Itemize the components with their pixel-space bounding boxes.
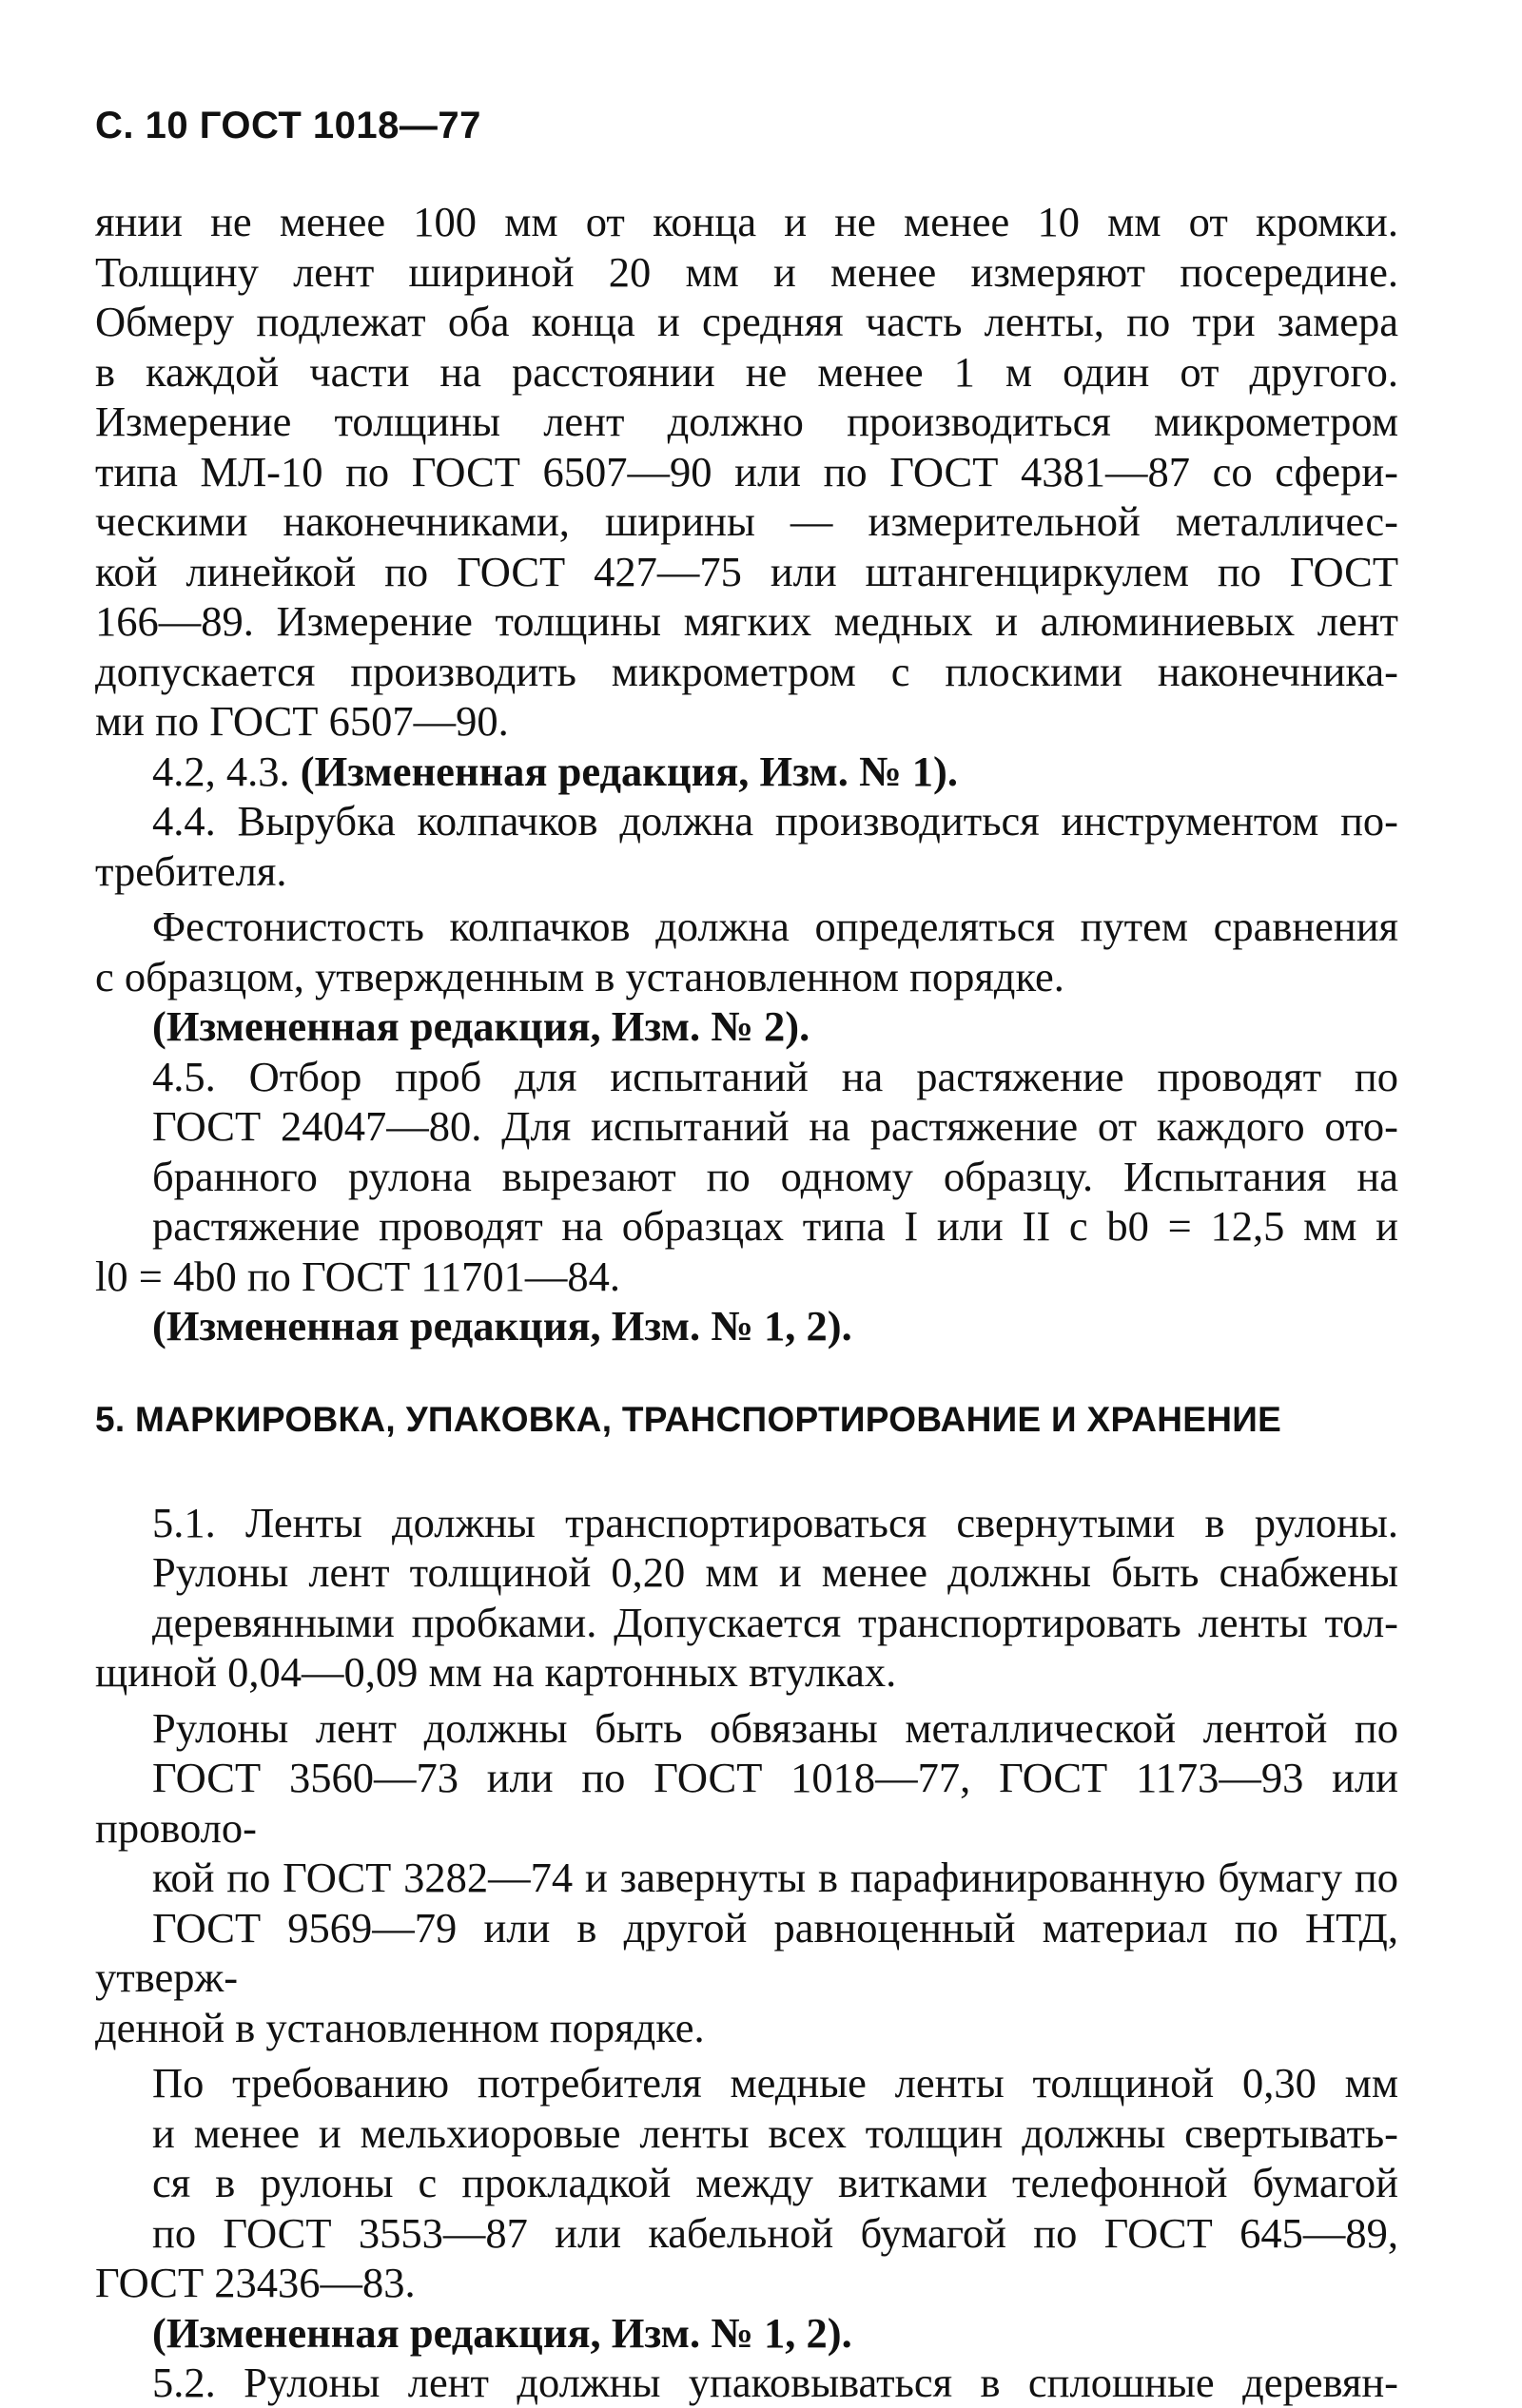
text-line: По требованию потребителя медные ленты толщиной 0,30 мм xyxy=(152,2059,1398,2107)
text-line: ся в рулоны с прокладкой между витками телефонной бумагой xyxy=(152,2159,1398,2206)
amendment-text: (Измененная редакция, Изм. № 1, 2). xyxy=(152,2308,852,2357)
amendment-note-2 xyxy=(95,1001,1398,1052)
paragraph-binding-end xyxy=(95,2003,1398,2053)
clause-4-4 xyxy=(95,796,1398,846)
document-page xyxy=(95,105,1398,2408)
text-line: ГОСТ 23436—83. xyxy=(95,2259,416,2306)
text-line: кой по ГОСТ 3282—74 и завернуты в парафинированную бумагу по xyxy=(152,1854,1398,1901)
amendment-note-1-2-b xyxy=(95,2308,1398,2359)
paragraph-thickness-measurement-end xyxy=(95,696,1398,747)
paragraph-festoon xyxy=(95,902,1398,952)
text-line: ми по ГОСТ 6507—90. xyxy=(95,697,509,745)
text-line: деревянными пробками. Допускается транспортировать ленты тол- xyxy=(152,1598,1398,1646)
text-line: ГОСТ 9569—79 или в другой равноценный материал по НТД, утверж- xyxy=(95,1903,1398,2001)
text-line: бранного рулона вырезают по одному образцу. Испытания на xyxy=(152,1152,1398,1200)
text-line: l0 = 4b0 по ГОСТ 11701—84. xyxy=(95,1252,621,1300)
text-line: по ГОСТ 3553—87 или кабельной бумагой по ГОСТ 645—89, xyxy=(152,2208,1398,2257)
clause-number: 4.2, 4.3. xyxy=(152,747,301,795)
text-line: в каждой части на расстоянии не менее 1 м один от другого. xyxy=(95,347,1398,396)
amendment-note-4-2-4-3 xyxy=(95,747,1398,797)
text-line: Толщину лент шириной 20 мм и менее измеряют посередине. xyxy=(95,247,1398,296)
text-line: ГОСТ 3560—73 или по ГОСТ 1018—77, ГОСТ 1173—93 или проволо- xyxy=(95,1754,1398,1852)
paragraph-thickness-measurement xyxy=(95,197,1398,696)
amendment-note-1-2 xyxy=(95,1301,1398,1351)
clause-4-4-end xyxy=(95,846,1398,897)
amendment-text: (Измененная редакция, Изм. № 2). xyxy=(152,1002,810,1050)
text-line: 5.2. Рулоны лент должны упаковываться в сплошные деревян- xyxy=(152,2359,1398,2406)
amendment-text: (Измененная редакция, Изм. № 1). xyxy=(300,747,958,795)
text-line: 166—89. Измерение толщины мягких медных и алюминиевых лент xyxy=(95,597,1398,645)
clause-5-1-end xyxy=(95,1647,1398,1698)
text-line: Рулоны лент должны быть обвязаны металлической лентой по xyxy=(152,1703,1398,1752)
text-line: кой линейкой по ГОСТ 427—75 или штангенциркулем по ГОСТ xyxy=(95,547,1398,595)
text-line: ГОСТ 24047—80. Для испытаний на растяжение от каждого ото- xyxy=(152,1102,1398,1150)
text-line: растяжение проводят на образцах типа I или II с b0 = 12,5 мм и xyxy=(152,1202,1398,1250)
text-line: требителя. xyxy=(95,846,287,895)
text-line: допускается производить микрометром с плоскими наконечника- xyxy=(95,647,1398,695)
text-line: 4.5. Отбор проб для испытаний на растяжение проводят по xyxy=(152,1052,1398,1100)
text-line: 5.1. Ленты должны транспортироваться свернутыми в рулоны. xyxy=(152,1498,1398,1546)
section-heading: 5. МАРКИРОВКА, УПАКОВКА, ТРАНСПОРТИРОВАНИЕ И ХРАНЕНИЕ xyxy=(95,1399,1282,1439)
text-line: типа МЛ-10 по ГОСТ 6507—90 или по ГОСТ 4381—87 со сфери- xyxy=(95,447,1398,495)
clause-5-1 xyxy=(95,1498,1398,1648)
paragraph-festoon-end xyxy=(95,952,1398,1002)
text-line: щиной 0,04—0,09 мм на картонных втулках. xyxy=(95,1648,897,1696)
clause-4-5-end xyxy=(95,1252,1398,1302)
text-line: с образцом, утвержденным в установленном порядке. xyxy=(95,952,1064,1000)
paragraph-consumer-request xyxy=(95,2058,1398,2258)
text-line: Измерение толщины лент должно производиться микрометром xyxy=(95,398,1398,445)
text-line: денной в установленном порядке. xyxy=(95,2003,705,2051)
paragraph-consumer-request-end xyxy=(95,2258,1398,2308)
clause-4-5 xyxy=(95,1052,1398,1252)
text-line: ческими наконечниками, ширины — измерительной металличес- xyxy=(95,497,1398,545)
text-line: 4.4. Вырубка колпачков должна производиться инструментом по- xyxy=(152,797,1398,845)
clause-5-2 xyxy=(95,2358,1398,2408)
text-line: Фестонистость колпачков должна определяться путем сравнения xyxy=(152,903,1398,950)
text-line: янии не менее 100 мм от конца и не менее 10 мм от кромки. xyxy=(95,198,1398,245)
text-line: Рулоны лент толщиной 0,20 мм и менее должны быть снабжены xyxy=(152,1548,1398,1596)
paragraph-binding xyxy=(95,1703,1398,2003)
text-line: Обмеру подлежат оба конца и средняя часть ленты, по три замера xyxy=(95,298,1398,345)
text-line: и менее и мельхиоровые ленты всех толщин должны свертывать- xyxy=(152,2108,1398,2157)
running-head: С. 10 ГОСТ 1018—77 xyxy=(95,105,481,146)
amendment-text: (Измененная редакция, Изм. № 1, 2). xyxy=(152,1302,852,1350)
